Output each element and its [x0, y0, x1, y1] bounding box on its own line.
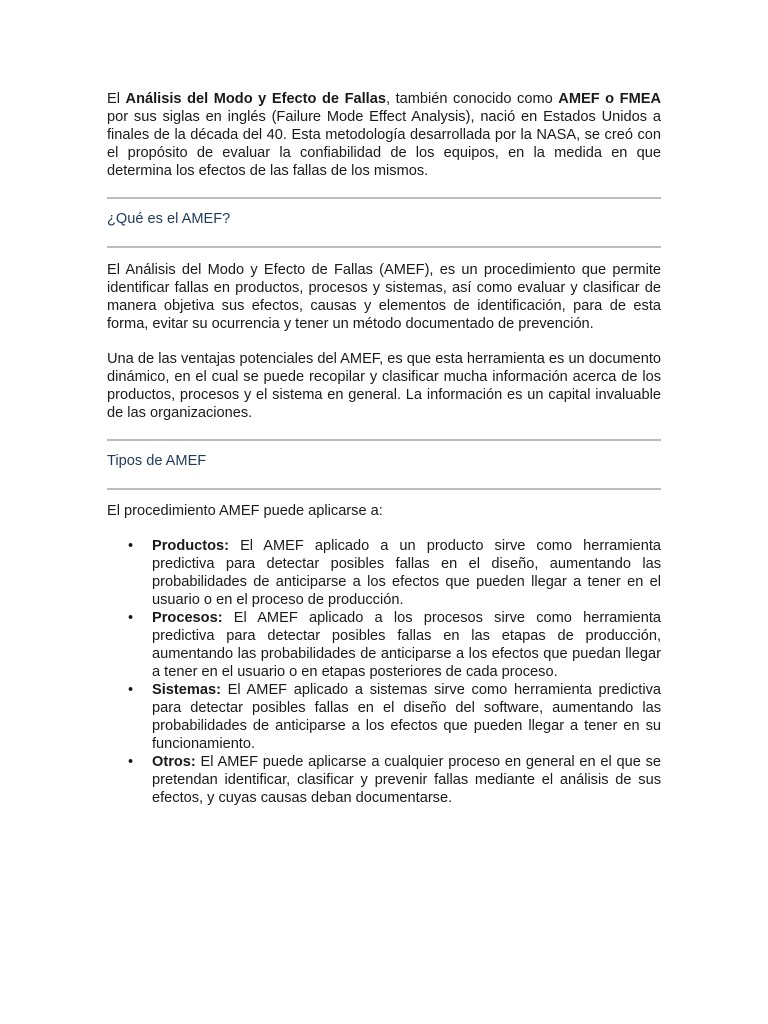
divider-bottom-1 — [107, 246, 661, 248]
section1-paragraph-2: Una de las ventajas potenciales del AMEF, es que esta herramienta es un documento dinámico, en el cual se puede recopilar y clasificar mucha información acerca de los productos, procesos y el sistema en general. La información es un capital invaluable de las organizaciones. — [107, 351, 661, 421]
list-item-term: Productos: — [152, 538, 230, 554]
intro-bold-term-2: AMEF o FMEA — [558, 91, 662, 107]
amef-types-list — [107, 537, 661, 807]
list-item-productos — [128, 537, 661, 609]
bullet-icon: • — [128, 754, 134, 770]
list-item-text: El AMEF aplicado a un producto sirve como herramienta predictiva para detectar posibles fallas en el diseño, aumentando las probabilidades de anticiparse a los efectos que pueden llegar a tener en el usuario o en el proceso de producción. — [152, 538, 661, 608]
intro-bold-term-1: Análisis del Modo y Efecto de Fallas — [125, 91, 386, 107]
bullet-icon: • — [128, 538, 134, 554]
list-item-text: El AMEF aplicado a los procesos sirve como herramienta predictiva para detectar posibles fallas en las etapas de producción, aumentando las probabilidades de anticiparse a los efectos que puedan llegar a tener en el usuario o en etapas posteriores de cada proceso. — [152, 610, 661, 680]
list-item-term: Otros: — [152, 754, 196, 770]
divider-top-2 — [107, 439, 661, 441]
section1-paragraph-1: El Análisis del Modo y Efecto de Fallas (AMEF), es un procedimiento que permite identificar fallas en productos, procesos y sistemas, así como evaluar y clasificar de manera objetiva sus efectos, causas y elementos de identificación, para de esta forma, evitar su ocurrencia y tener un método documentado de prevención. — [107, 262, 661, 332]
intro-text-3: por sus siglas en inglés (Failure Mode Effect Analysis), nació en Estados Unidos a finales de la década del 40. Esta metodología desarrollada por la NASA, se creó con el propósito de evaluar la confiabilidad de los equipos, en la medida en que determina los efectos de las fallas de los mismos. — [107, 109, 661, 179]
list-item-text: El AMEF puede aplicarse a cualquier proceso en general en el que se pretendan identificar, clasificar y prevenir fallas mediante el análisis de sus efectos, y cuyas causas deban documentarse. — [152, 754, 661, 806]
list-item-otros — [128, 753, 661, 807]
divider-bottom-2 — [107, 488, 661, 490]
section-heading-tipos: Tipos de AMEF — [107, 453, 207, 469]
section-heading-que-es: ¿Qué es el AMEF? — [107, 211, 231, 227]
bullet-icon: • — [128, 610, 134, 626]
intro-text-1: El — [107, 91, 126, 107]
list-item-term: Procesos: — [152, 610, 223, 626]
intro-paragraph — [107, 90, 661, 180]
list-item-text: El AMEF aplicado a sistemas sirve como herramienta predictiva para detectar posibles fallas en el diseño del software, aumentando las probabilidades de anticiparse a los efectos que pueden llegar a tener en su funcionamiento. — [152, 682, 661, 752]
list-item-sistemas — [128, 681, 661, 753]
divider-top-1 — [107, 197, 661, 199]
section2-lead: El procedimiento AMEF puede aplicarse a: — [107, 503, 383, 519]
intro-text-2: , también conocido como — [385, 91, 559, 107]
list-item-term: Sistemas: — [152, 682, 221, 698]
list-item-procesos — [128, 609, 661, 681]
document-body — [107, 90, 661, 807]
bullet-icon: • — [128, 682, 134, 698]
